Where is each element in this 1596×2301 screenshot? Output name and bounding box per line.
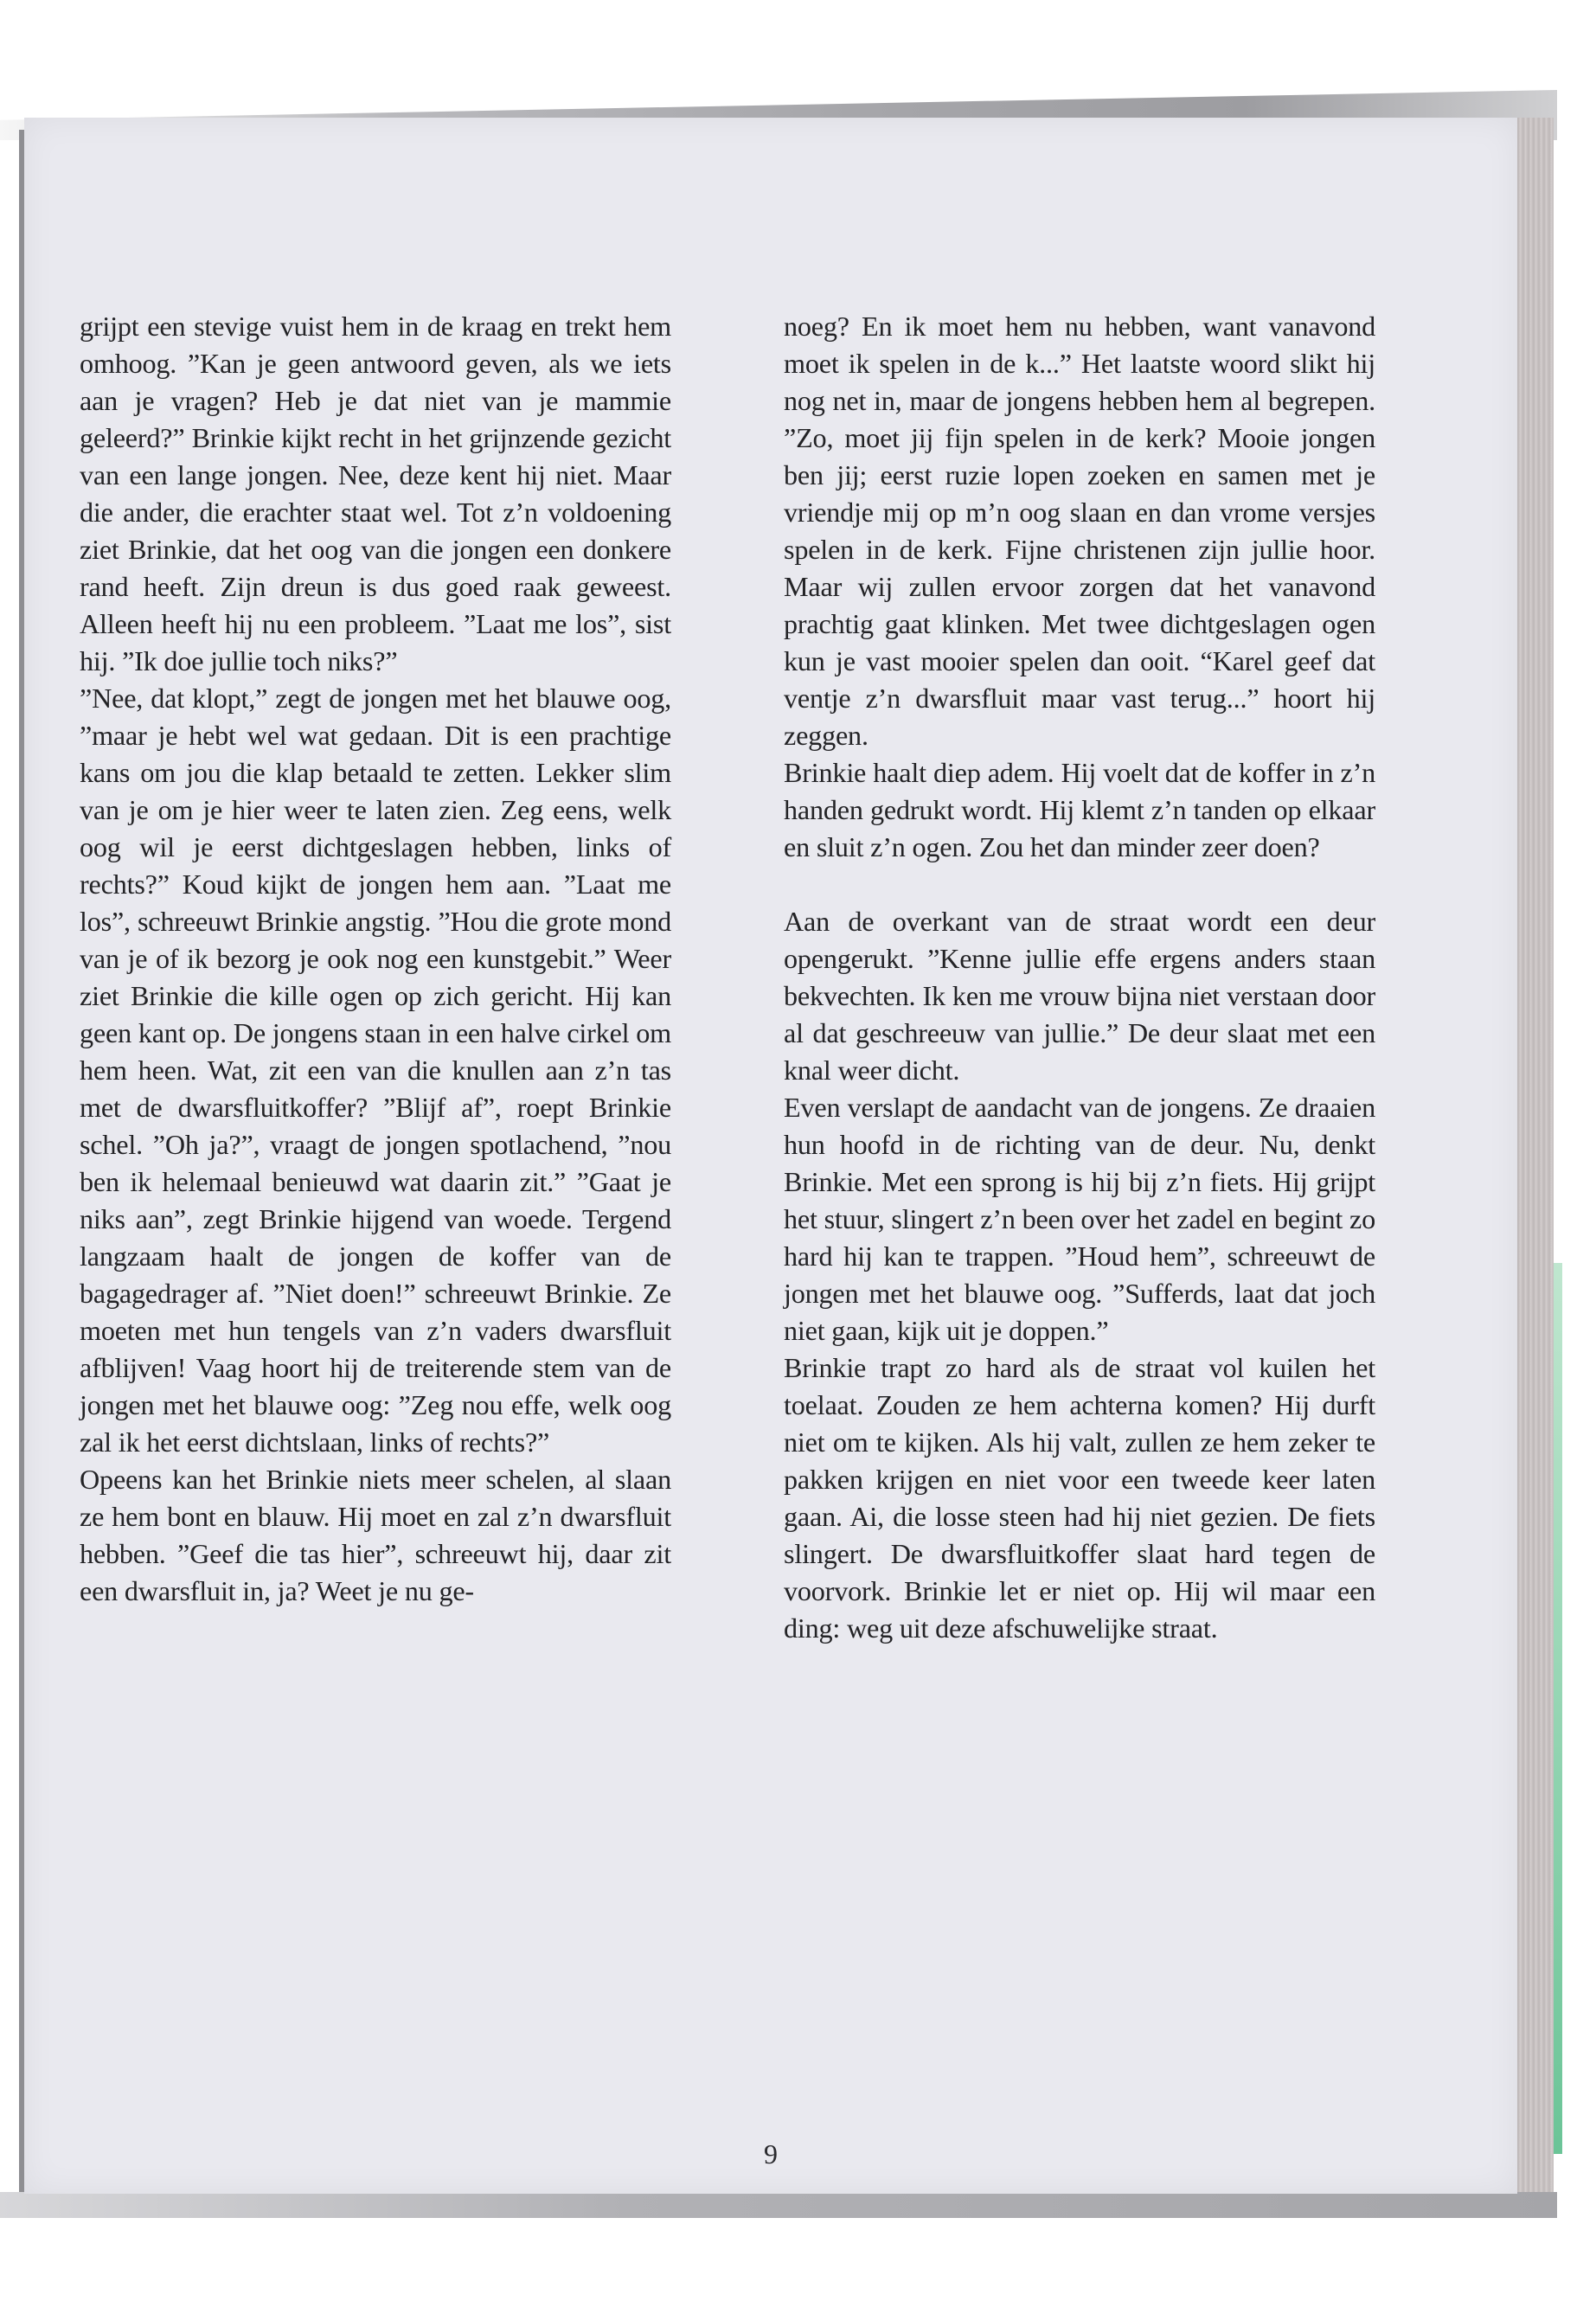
paragraph: ”Nee, dat klopt,” zegt de jongen met het blauwe oog, ”maar je hebt wel wat gedaan. Dit is een prachtige kans om jou die klap betaald te zetten. Lekker slim van je om je hier weer te laten zien. Zeg eens, welk oog wil je eerst dichtgeslagen hebben, links of rechts?” Koud kijkt de jongen hem aan. ”Laat me los”, schreeuwt Brinkie angstig. ”Hou die grote mond van je of ik bezorg je ook nog een kunstgebit.” Weer ziet Brinkie die kille ogen op zich gericht. Hij kan geen kant op. De jongens staan in een halve cirkel om hem heen. Wat, zit een van die knullen aan z’n tas met de dwarsfluitkoffer? ”Blijf af”, roept Brinkie schel. ”Oh ja?”, vraagt de jongen spotlachend, ”nou ben ik helemaal benieuwd wat daarin zit.” ”Gaat je niks aan”, zegt Brinkie hijgend van woede. Tergend langzaam haalt de jongen de koffer van de bagagedrager af. ”Niet doen!” schreeuwt Brinkie. Ze moeten met hun tengels van z’n vaders dwarsfluit afblijven! Vaag hoort hij de treiterende stem van de jongen met het blauwe oog: ”Zeg nou effe, welk oog zal ik het eerst dichtslaan, links of rechts?” <box>80 683 671 1458</box>
paragraph: Brinkie trapt zo hard als de straat vol kuilen het toelaat. Zouden ze hem achterna komen? Hij durft niet om te kijken. Als hij valt, zullen ze hem zeker te pakken krijgen en niet voor een tweede keer laten gaan. Ai, die losse steen had hij niet gezien. De fiets slingert. De dwarsfluitkoffer slaat hard tegen de voorvork. Brinkie let er niet op. Hij wil maar een ding: weg uit deze afschuwelijke straat. <box>784 1352 1375 1644</box>
book-spine-edge <box>1516 118 1554 2194</box>
text-column-left <box>80 308 671 1610</box>
scan-bottom-edge <box>0 2192 1557 2218</box>
paragraph-gap <box>784 866 1375 903</box>
page-number: 9 <box>764 2138 778 2170</box>
page-edge-green <box>1554 1263 1562 2154</box>
paragraph: noeg? En ik moet hem nu hebben, want vanavond moet ik spelen in de k...” Het laatste woord slikt hij nog net in, maar de jongens hebben hem al begrepen. ”Zo, moet jij fijn spelen in de kerk? Mooie jongen ben jij; eerst ruzie lopen zoeken en samen met je vriendje mij op m’n oog slaan en dan vrome versjes spelen in de kerk. Fijne christenen zijn jullie hoor. Maar wij zullen ervoor zorgen dat het vanavond prachtig gaat klinken. Met twee dichtgeslagen ogen kun je vast mooier spelen dan ooit. “Karel geef dat ventje z’n dwarsfluit maar vast terug...” hoort hij zeggen. <box>784 311 1375 751</box>
paragraph: Brinkie haalt diep adem. Hij voelt dat de koffer in z’n handen gedrukt wordt. Hij klemt z’n tanden op elkaar en sluit z’n ogen. Zou het dan minder zeer doen? <box>784 757 1375 862</box>
paragraph: grijpt een stevige vuist hem in de kraag en trekt hem omhoog. ”Kan je geen antwoord geven, als we iets aan je vragen? Heb je dat niet van je mammie geleerd?” Brinkie kijkt recht in het grijnzende gezicht van een lange jongen. Nee, deze kent hij niet. Maar die ander, die erachter staat wel. Tot z’n voldoening ziet Brinkie, dat het oog van die jongen een donkere rand heeft. Zijn dreun is dus goed raak geweest. Alleen heeft hij nu een probleem. ”Laat me los”, sist hij. ”Ik doe jullie toch niks?” <box>80 311 671 676</box>
paragraph: Opeens kan het Brinkie niets meer schelen, al slaan ze hem bont en blauw. Hij moet en zal z’n dwarsfluit hebben. ”Geef die tas hier”, schreeuwt hij, daar zit een dwarsfluit in, ja? Weet je nu ge- <box>80 1464 671 1606</box>
paragraph: Aan de overkant van de straat wordt een deur opengerukt. ”Kenne jullie effe ergens anders staan bekvechten. Ik ken me vrouw bijna niet verstaan door al dat geschreeuw van jullie.” De deur slaat met een knal weer dicht. <box>784 906 1375 1086</box>
paragraph: Even verslapt de aandacht van de jongens. Ze draaien hun hoofd in de richting van de deur. Nu, denkt Brinkie. Met een sprong is hij bij z’n fiets. Hij grijpt het stuur, slingert z’n been over het zadel en begint zo hard hij kan te trappen. ”Houd hem”, schreeuwt de jongen met het blauwe oog. ”Sufferds, laat dat joch niet gaan, kijk uit je doppen.” <box>784 1092 1375 1346</box>
text-column-right <box>784 308 1375 1647</box>
book-page <box>24 118 1517 2194</box>
